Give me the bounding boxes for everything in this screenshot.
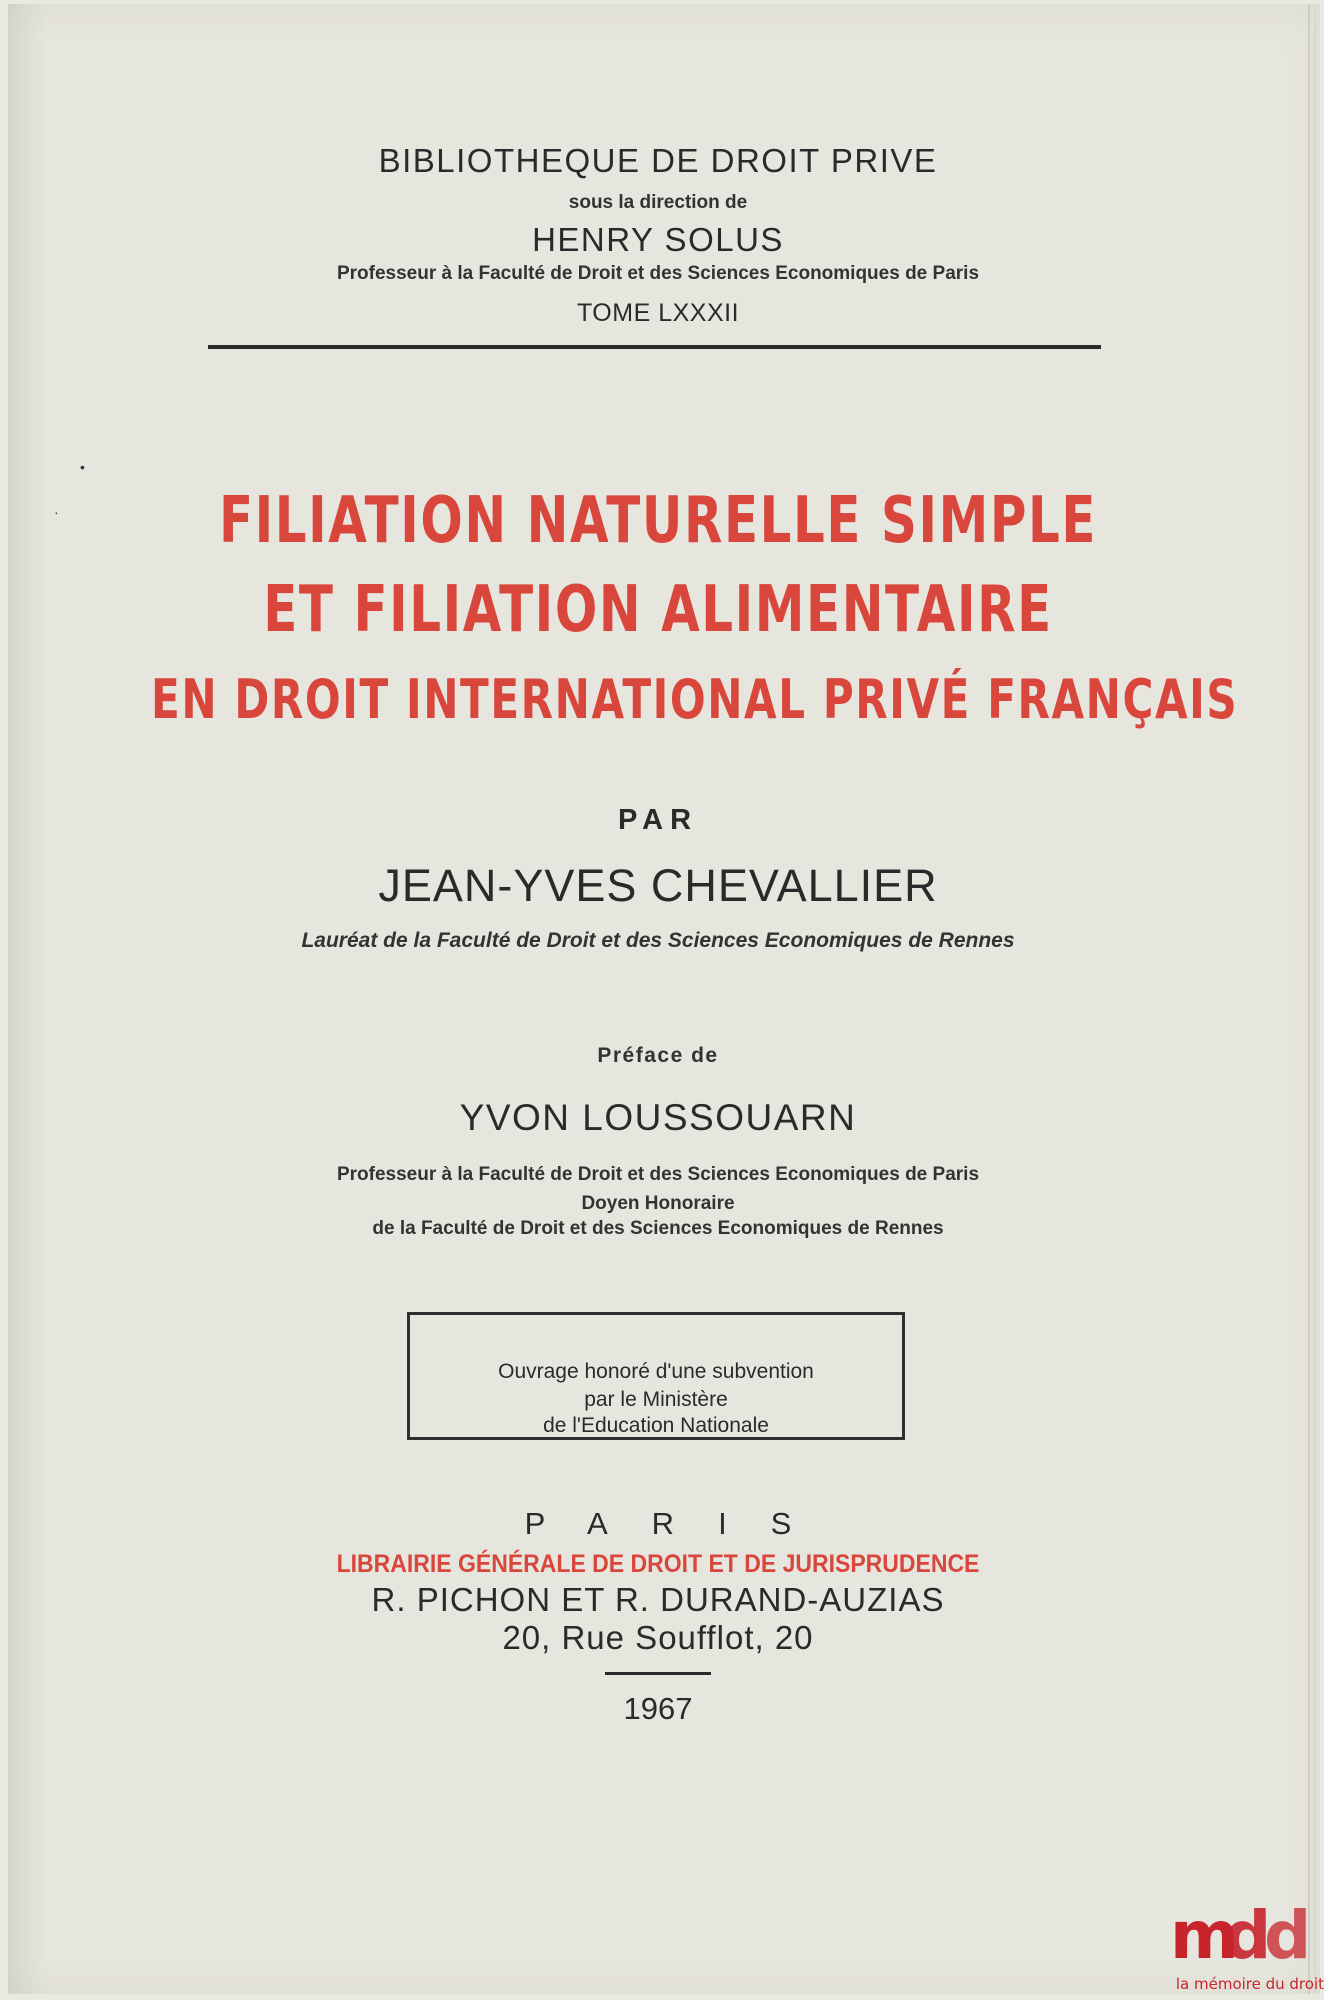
- svg-text:d: d: [1224, 1897, 1272, 1974]
- svg-text:m: m: [1170, 1897, 1233, 1974]
- speck-mark: ·: [54, 504, 59, 520]
- series-director: HENRY SOLUS: [532, 221, 784, 258]
- subvention-box: [407, 1312, 905, 1440]
- preface-author: YVON LOUSSOUARN: [459, 1097, 857, 1138]
- subvention-line-1: Ouvrage honoré d'une subvention: [498, 1360, 814, 1383]
- subvention-line-2: par le Ministère: [584, 1388, 728, 1411]
- publisher-name: LIBRAIRIE GÉNÉRALE DE DROIT ET DE JURISPRUDENCE: [336, 1550, 980, 1578]
- title-line-3: EN DROIT INTERNATIONAL PRIVÉ FRANÇAIS: [151, 668, 1239, 731]
- title-line-1: FILIATION NATURELLE SIMPLE: [218, 484, 1098, 558]
- imprint-rule: [605, 1672, 711, 1675]
- tome-number: TOME LXXXII: [576, 299, 740, 327]
- publication-year: 1967: [623, 1691, 693, 1726]
- page-edge-inner: [1314, 4, 1316, 1994]
- page-edge: [1308, 4, 1310, 1994]
- book-cover: [8, 4, 1320, 1994]
- direction-label: sous la direction de: [568, 192, 748, 213]
- publisher-owners: R. PICHON ET R. DURAND-AUZIAS: [371, 1581, 945, 1618]
- author-name: JEAN-YVES CHEVALLIER: [378, 860, 938, 911]
- title-line-2: ET FILIATION ALIMENTAIRE: [263, 573, 1053, 647]
- speck-mark: •: [80, 459, 85, 475]
- director-title: Professeur à la Faculté de Droit et des Sciences Economiques de Paris: [336, 263, 980, 284]
- by-label: PAR: [617, 804, 699, 836]
- publisher-address: 20, Rue Soufflot, 20: [502, 1619, 814, 1656]
- subvention-line-3: de l'Education Nationale: [543, 1414, 769, 1437]
- author-title: Lauréat de la Faculté de Droit et des Sciences Economiques de Rennes: [301, 929, 1015, 952]
- preface-author-title-1: Professeur à la Faculté de Droit et des Sciences Economiques de Paris: [336, 1164, 980, 1185]
- imprint-city: PARIS: [524, 1506, 836, 1541]
- preface-label: Préface de: [597, 1044, 719, 1067]
- mdd-logo-caption: la mémoire du droit: [1175, 1975, 1324, 1993]
- mdd-logo-mark: [1166, 1888, 1316, 1978]
- header-rule: [208, 345, 1101, 349]
- preface-author-title-2: Doyen Honoraire: [581, 1193, 735, 1214]
- series-name: BIBLIOTHEQUE DE DROIT PRIVE: [378, 142, 938, 179]
- svg-text:d: d: [1264, 1897, 1312, 1974]
- preface-author-title-3: de la Faculté de Droit et des Sciences Economiques de Rennes: [372, 1218, 944, 1239]
